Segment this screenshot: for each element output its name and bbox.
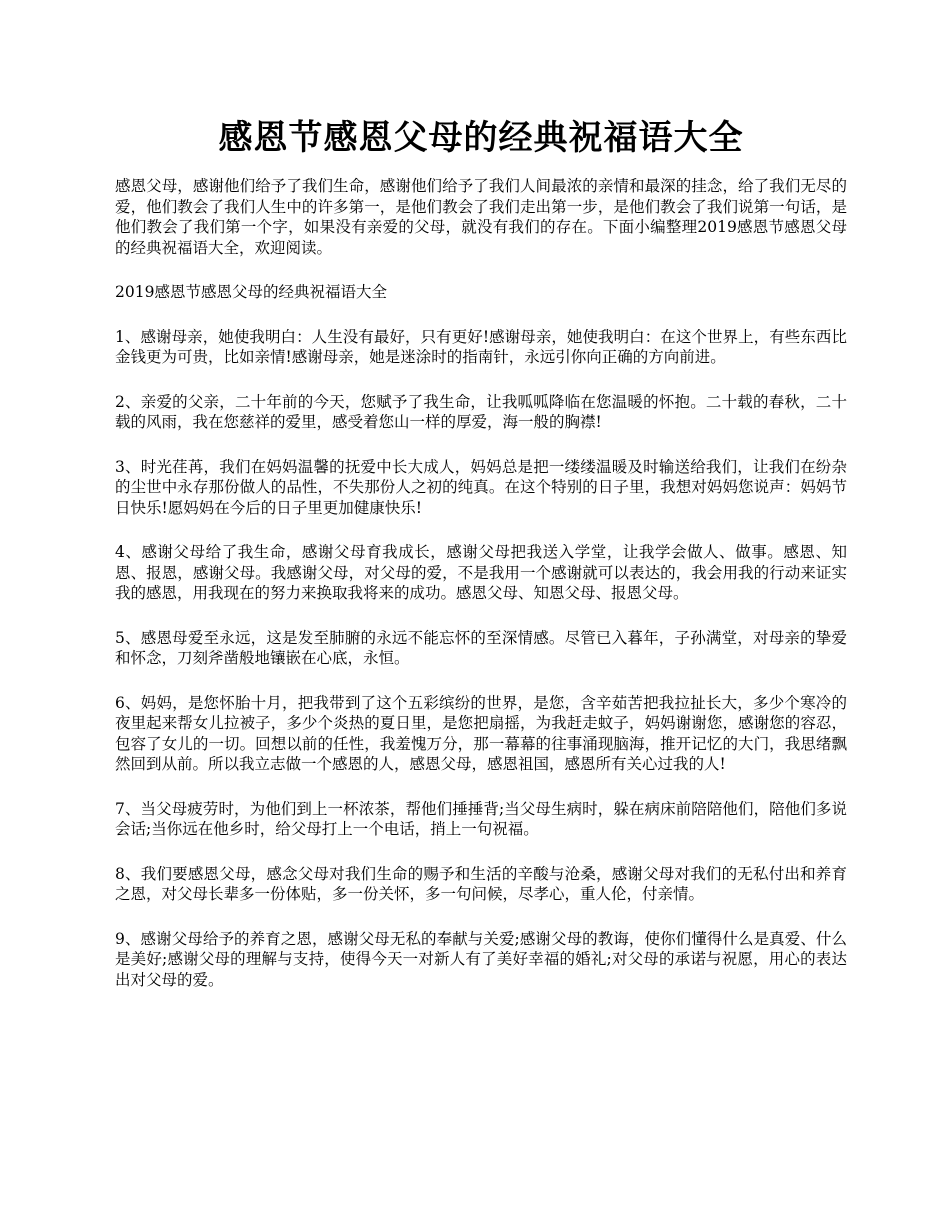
blessing-item-3: 3、时光荏苒，我们在妈妈温馨的抚爱中长大成人，妈妈总是把一缕缕温暖及时输送给我们，让我们在纷杂的尘世中永存那份做人的品性，不失那份人之初的纯真。在这个特别的日子里，我想对妈妈您说声：妈妈节日快乐!愿妈妈在今后的日子里更加健康快乐!: [115, 457, 847, 517]
blessing-item-2: 2、亲爱的父亲，二十年前的今天，您赋予了我生命，让我呱呱降临在您温暖的怀抱。二十载的春秋，二十载的风雨，我在您慈祥的爱里，感受着您山一样的厚爱，海一般的胸襟!: [115, 392, 847, 431]
blessing-item-1: 1、感谢母亲，她使我明白：人生没有最好，只有更好!感谢母亲，她使我明白：在这个世界上，有些东西比金钱更为可贵，比如亲情!感谢母亲，她是迷涂时的指南针，永远引你向正确的方向前进。: [115, 327, 847, 366]
blessing-item-7: 7、当父母疲劳时，为他们到上一杯浓茶，帮他们捶捶背;当父母生病时，躲在病床前陪陪他们，陪他们多说会话;当你远在他乡时，给父母打上一个电话，捎上一句祝福。: [115, 799, 847, 838]
blessing-item-5: 5、感恩母爱至永远，这是发至肺腑的永远不能忘怀的至深情感。尽管已入暮年，子孙满堂，对母亲的挚爱和怀念，刀刻斧凿般地镶嵌在心底，永恒。: [115, 628, 847, 667]
document-body: [115, 176, 847, 990]
document-title: 感恩节感恩父母的经典祝福语大全: [218, 118, 744, 158]
blessing-item-6: 6、妈妈，是您怀胎十月，把我带到了这个五彩缤纷的世界，是您，含辛茹苦把我拉扯长大，多少个寒冷的夜里起来帮女儿拉被子，多少个炎热的夏日里，是您把扇摇，为我赶走蚊子，妈妈谢谢您，感谢您的容忍，包容了女儿的一切。回想以前的任性，我羞愧万分，那一幕幕的往事涌现脑海，推开记忆的大门，我思绪飘然回到从前。所以我立志做一个感恩的人，感恩父母，感恩祖国，感恩所有关心过我的人!: [115, 693, 847, 773]
blessing-item-9: 9、感谢父母给予的养育之恩，感谢父母无私的奉献与关爱;感谢父母的教诲，使你们懂得什么是真爱、什么是美好;感谢父母的理解与支持，使得今天一对新人有了美好幸福的婚礼;对父母的承诺与祝愿，用心的表达出对父母的爱。: [115, 929, 847, 989]
blessing-item-4: 4、感谢父母给了我生命，感谢父母育我成长，感谢父母把我送入学堂，让我学会做人、做事。感恩、知恩、报恩，感谢父母。我感谢父母，对父母的爱，不是我用一个感谢就可以表达的，我会用我的行动来证实我的感恩，用我现在的努力来换取我将来的成功。感恩父母、知恩父母、报恩父母。: [115, 543, 847, 602]
blessing-item-8: 8、我们要感恩父母，感念父母对我们生命的赐予和生活的辛酸与沧桑，感谢父母对我们的无私付出和养育之恩，对父母长辈多一份体贴，多一份关怀，多一句问候，尽孝心，重人伦，付亲情。: [115, 864, 847, 903]
intro-paragraph: 感恩父母，感谢他们给予了我们生命，感谢他们给予了我们人间最浓的亲情和最深的挂念，给了我们无尽的爱，他们教会了我们人生中的许多第一，是他们教会了我们走出第一步，是他们教会了我们说第一句话，是他们教会了我们第一个字，如果没有亲爱的父母，就没有我们的存在。下面小编整理2019感恩节感恩父母的经典祝福语大全，欢迎阅读。: [115, 177, 847, 257]
section-heading: 2019感恩节感恩父母的经典祝福语大全: [115, 283, 387, 301]
document-page: [115, 112, 847, 1014]
